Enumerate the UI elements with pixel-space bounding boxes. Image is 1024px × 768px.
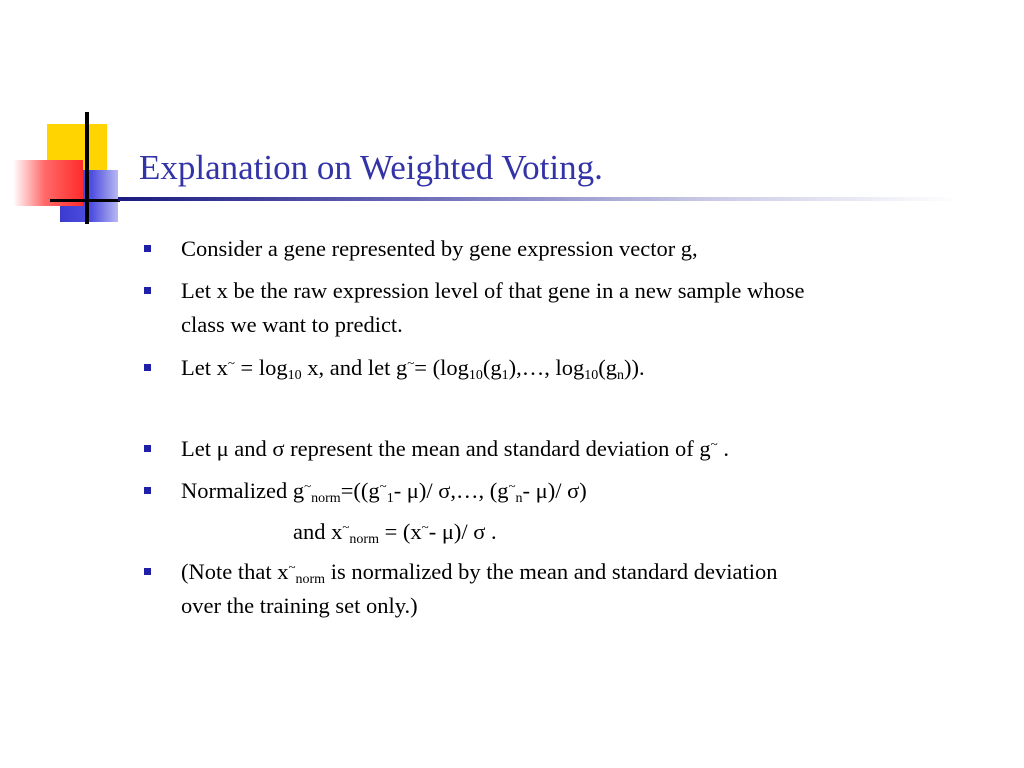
square-bullet-icon xyxy=(144,487,151,494)
title-underline-rule xyxy=(118,197,958,201)
bullet-item-5 xyxy=(181,474,981,508)
square-bullet-icon xyxy=(144,287,151,294)
square-bullet-icon xyxy=(144,568,151,575)
horizontal-line-decoration xyxy=(50,199,120,202)
bullet-text: (Note that $x^\sim_{norm}$ is normalized by the mean and standard deviation xyxy=(181,559,778,587)
bullet-text: Let μ and σ represent the mean and standard deviation of g~ . xyxy=(181,436,729,461)
bullet-item-1 xyxy=(181,232,981,266)
bullet-text: Consider a gene represented by gene expression vector g, xyxy=(181,236,698,261)
square-bullet-icon xyxy=(144,445,151,452)
bullet-item-2 xyxy=(181,274,981,342)
bullet-text-continued: class we want to predict. xyxy=(181,312,403,337)
bullet-text: Let x be the raw expression level of that gene in a new sample whose xyxy=(181,278,805,303)
square-bullet-icon xyxy=(144,364,151,371)
vertical-line-decoration xyxy=(85,112,89,224)
bullet-item-4 xyxy=(181,432,981,466)
bullet-item-6 xyxy=(181,555,981,623)
bullet-text-continued: over the training set only.) xyxy=(181,593,418,618)
formula-continuation: and $x^\sim_{norm} = (x^\sim-$ μ)/ σ . xyxy=(293,519,497,547)
bullet-item-3 xyxy=(181,351,981,385)
square-bullet-icon xyxy=(144,245,151,252)
bullet-text: Let $x^\sim = \log_{10} x$, and let $g^\sim= (\log_{10}(g_1),\dots$, $\log_{10}(g_n)$). xyxy=(181,355,645,383)
bullet-text: Normalized $g^\sim_{norm}=((g^\sim_1-$ μ)/ σ,…, ($g^\sim_n-$ μ)/ σ) xyxy=(181,478,587,506)
slide-title: Explanation on Weighted Voting. xyxy=(139,148,603,187)
